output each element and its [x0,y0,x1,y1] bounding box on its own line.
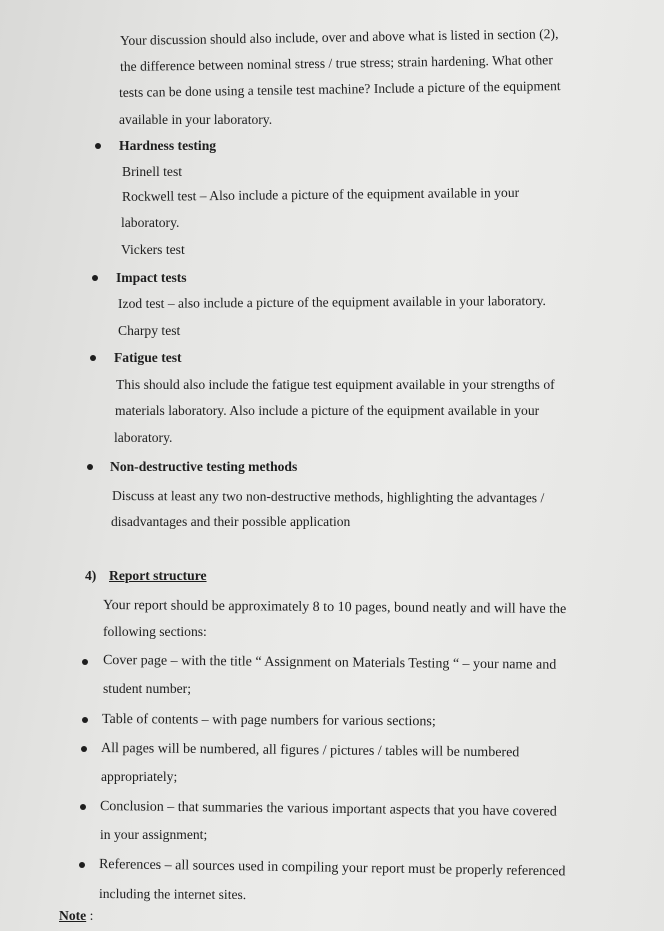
impact-line-1: Izod test – also include a picture of the equipment available in your laboratory. [117,293,546,311]
bullet-report-item-3 [81,746,87,752]
report-item-1-line-2: student number; [103,681,191,696]
note [59,907,93,925]
fatigue-line-3: laboratory. [114,430,173,445]
note-suffix: : [86,908,94,923]
bullet-report-item-4 [80,804,86,810]
intro-line-1: Your discussion should also include, over and above what is listed in section (2), [119,26,559,48]
bullet-impact [92,275,98,281]
fatigue-line-2: materials laboratory. Also include a picture of the equipment available in your [115,403,540,418]
report-item-5-line-2: including the internet sites. [98,886,247,903]
bullet-fatigue [90,355,96,361]
report-line-1: Your report should be approximately 8 to 10 pages, bound neatly and will have the [102,598,567,618]
impact-heading: Impact tests [116,270,187,285]
bullet-report-item-5 [79,862,85,868]
report-item-5-line-1: References – all sources used in compiling your report must be properly referenced [98,857,566,880]
hardness-line-2: Rockwell test – Also include a picture of the equipment available in your [121,184,520,204]
hardness-line-3: laboratory. [121,215,180,230]
hardness-line-4: Vickers test [121,242,185,257]
intro-line-3: tests can be done using a tensile test machine? Include a picture of the equipment [118,78,561,100]
bullet-hardness [95,143,101,149]
report-item-4-line-1: Conclusion – that summaries the various important aspects that you have covered [99,799,557,820]
hardness-line-1: Brinell test [122,164,183,179]
intro-line-2: the difference between nominal stress / true stress; strain hardening. What other [119,52,553,74]
hardness-heading: Hardness testing [119,138,217,153]
fatigue-heading: Fatigue test [114,350,182,365]
report-item-3-line-1: All pages will be numbered, all figures / pictures / tables will be numbered [100,741,520,761]
report-item-3-line-2: appropriately; [101,769,178,784]
report-item-1-line-1: Cover page – with the title “ Assignment on Materials Testing “ – your name and [102,653,557,673]
bullet-ndt [87,464,93,470]
report-number: 4) [85,568,97,583]
ndt-heading: Non-destructive testing methods [110,459,298,474]
intro-line-4: available in your laboratory. [119,112,273,127]
impact-line-2: Charpy test [118,323,181,338]
fatigue-line-1: This should also include the fatigue test equipment available in your strengths of [116,377,555,392]
ndt-line-1: Discuss at least any two non-destructive methods, highlighting the advantages / [111,488,545,506]
report-item-2-line-1: Table of contents – with page numbers for various sections; [101,712,436,730]
report-item-4-line-2: in your assignment; [100,827,208,842]
ndt-line-2: disadvantages and their possible application [111,514,351,529]
bullet-report-item-2 [82,717,88,723]
report-line-2: following sections: [103,624,207,639]
report-heading: Report structure [109,568,207,583]
note-label: Note [59,908,87,923]
bullet-report-item-1 [82,659,88,665]
